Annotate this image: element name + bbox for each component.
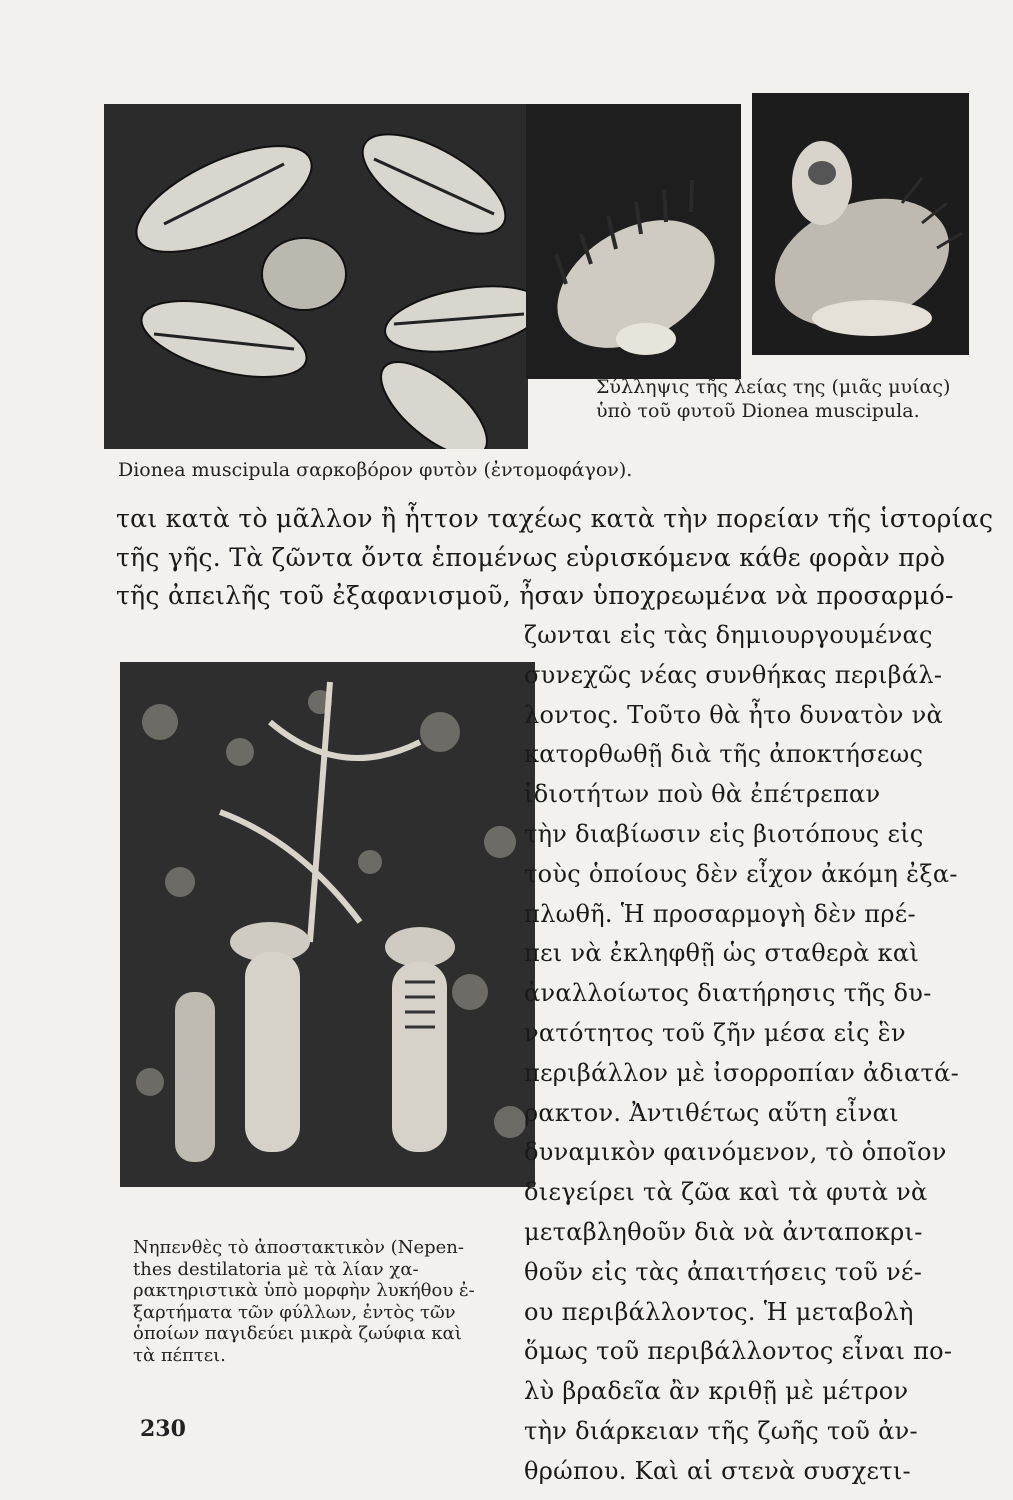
body-line: τῆς ἀπειλῆς τοῦ ἐξαφανισμοῦ, ἦσαν ὑποχρεωμένα νὰ προσαρμό- bbox=[116, 581, 954, 610]
body-line: τὴν διαβίωσιν εἰς βιοτόπους εἰς bbox=[524, 819, 924, 848]
body-line: τοὺς ὁποίους δὲν εἶχον ἀκόμη ἐξα- bbox=[524, 859, 958, 888]
flytrap-leaf-closeup-photo-icon bbox=[526, 104, 741, 379]
body-line: κατορθωθῇ διὰ τῆς ἀποκτήσεως bbox=[524, 740, 924, 769]
nepenthes-caption-line: Νηπενθὲς τὸ ἀποστακτικὸν (Nepen- bbox=[133, 1237, 464, 1258]
body-line: πει νὰ ἐκληφθῇ ὡς σταθερὰ καὶ bbox=[524, 939, 920, 968]
nepenthes-caption-line: ρακτηριστικὰ ὑπὸ μορφὴν λυκήθου ἐ- bbox=[133, 1280, 475, 1301]
body-line: ρακτον. Ἀντιθέτως αὕτη εἶναι bbox=[524, 1098, 899, 1127]
body-line: ὅμως τοῦ περιβάλλοντος εἶναι πο- bbox=[524, 1337, 953, 1366]
nepenthes-caption-line: τὰ πέπτει. bbox=[133, 1344, 226, 1366]
body-line: ται κατὰ τὸ μᾶλλον ἢ ἧττον ταχέως κατὰ τὴν πορείαν τῆς ἱστορίας bbox=[116, 504, 994, 533]
nepenthes-caption bbox=[133, 1237, 553, 1366]
body-column-right bbox=[524, 616, 994, 1492]
body-line: ἀναλλοίωτος διατήρησις τῆς δυ- bbox=[524, 979, 932, 1008]
venus-flytrap-rosette-photo-icon bbox=[104, 104, 528, 449]
body-line: συνεχῶς νέας συνθήκας περιβάλ- bbox=[524, 660, 943, 689]
body-line: τὴν διάρκειαν τῆς ζωῆς τοῦ ἀν- bbox=[524, 1416, 918, 1445]
body-line: ἰδιοτήτων ποὺ θὰ ἐπέτρεπαν bbox=[524, 780, 881, 809]
fly-capture-photo-2 bbox=[752, 93, 969, 355]
fly-on-flytrap-photo-icon bbox=[752, 93, 969, 355]
nepenthes-caption-line: ὁποίων παγιδεύει μικρὰ ζωύφια καὶ bbox=[133, 1323, 462, 1344]
body-line: ου περιβάλλοντος. Ἡ μεταβολὴ bbox=[524, 1297, 914, 1326]
body-line: περιβάλλον μὲ ἰσορροπίαν ἀδιατά- bbox=[524, 1058, 959, 1087]
nepenthes-pitcher-plant-photo-icon bbox=[120, 662, 535, 1187]
fly-capture-caption-line2: ὑπὸ τοῦ φυτοῦ Dionea muscipula. bbox=[596, 400, 920, 422]
body-paragraph-top bbox=[116, 500, 994, 616]
body-line: ζωνται εἰς τὰς δημιουργουμένας bbox=[524, 621, 933, 649]
fly-capture-caption bbox=[596, 375, 996, 423]
dionea-plant-photo bbox=[104, 104, 528, 449]
nepenthes-photo bbox=[120, 662, 535, 1187]
body-line: λὺ βραδεῖα ἂν κριθῇ μὲ μέτρον bbox=[524, 1377, 909, 1406]
body-line: θοῦν εἰς τὰς ἀπαιτήσεις τοῦ νέ- bbox=[524, 1257, 923, 1286]
page-number: 230 bbox=[140, 1416, 186, 1442]
fly-capture-caption-line1: Σύλληψις τῆς λείας της (μιᾶς μυίας) bbox=[596, 376, 951, 398]
body-line: διεγείρει τὰ ζῶα καὶ τὰ φυτὰ νὰ bbox=[524, 1178, 928, 1207]
body-line: νατότητος τοῦ ζῆν μέσα εἰς ἓν bbox=[524, 1018, 906, 1047]
body-line: μεταβληθοῦν διὰ νὰ ἀνταποκρι- bbox=[524, 1217, 923, 1246]
fly-capture-photo-1 bbox=[526, 104, 741, 379]
dionea-caption: Dionea muscipula σαρκοβόρον φυτὸν (ἐντομοφάγον). bbox=[118, 459, 633, 481]
body-line: πλωθῆ. Ἡ προσαρμογὴ δὲν πρέ- bbox=[524, 899, 916, 928]
body-line: θρώπου. Καὶ αἱ στενὰ συσχετι- bbox=[524, 1456, 911, 1485]
body-line: τῆς γῆς. Τὰ ζῶντα ὄντα ἑπομένως εὑρισκόμενα κάθε φορὰν πρὸ bbox=[116, 542, 946, 572]
body-line: λοντος. Τοῦτο θὰ ἦτο δυνατὸν νὰ bbox=[524, 700, 943, 729]
body-line: δυναμικὸν φαινόμενον, τὸ ὁποῖον bbox=[524, 1138, 947, 1167]
nepenthes-caption-line: thes destilatoria μὲ τὰ λίαν χα- bbox=[133, 1258, 419, 1280]
nepenthes-caption-line: ξαρτήματα τῶν φύλλων, ἐντὸς τῶν bbox=[133, 1301, 456, 1323]
